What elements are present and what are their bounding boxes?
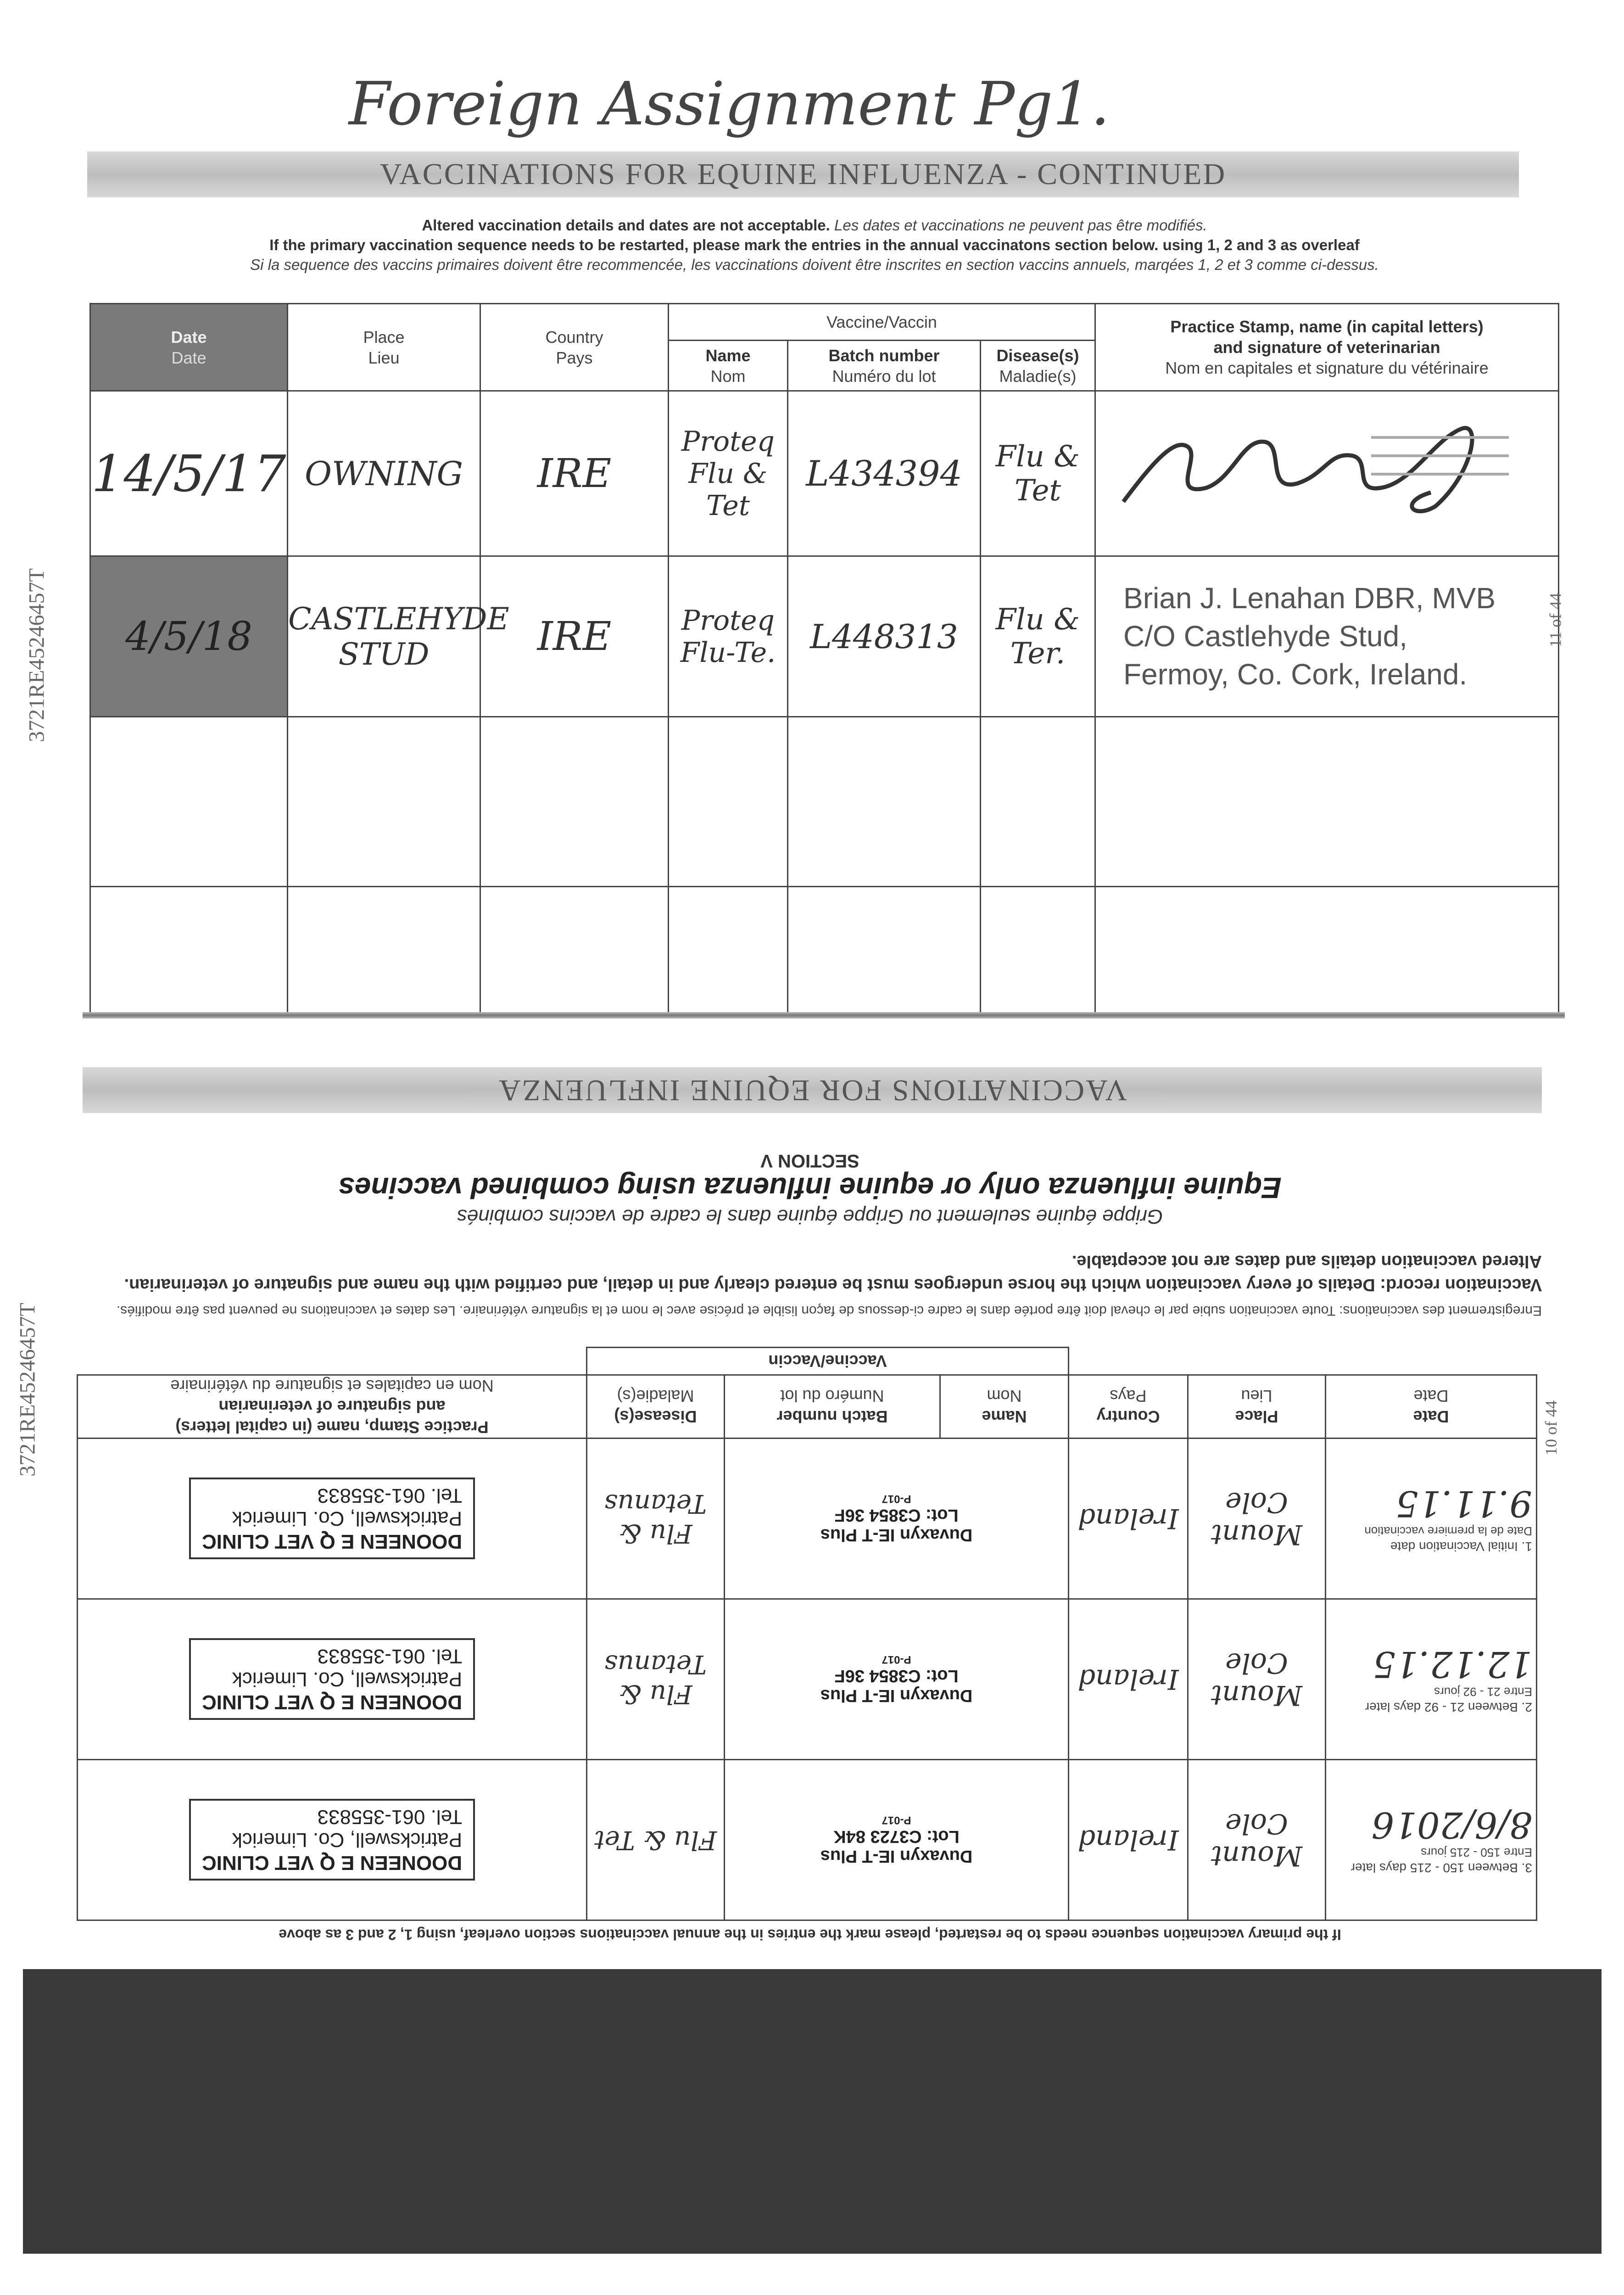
upper-header-place: Place Lieu xyxy=(288,304,480,391)
upper-row-2 xyxy=(90,556,1559,717)
upper-row-3 xyxy=(90,717,1559,887)
upper-notice-altered-fr: Les dates et vaccinations ne peuvent pas être modifiés. xyxy=(834,217,1207,234)
upper-row2-stamp xyxy=(1095,556,1559,717)
upper-row2-place: CASTLEHYDE STUD xyxy=(288,556,480,717)
clinic-stamp-2: DOONEEN E Q VET CLINIC Patrickswell, Co. Limerick Tel. 061-355833 xyxy=(189,1639,475,1720)
upper-header-country: Country Pays xyxy=(480,304,669,391)
vet-stamp-line-2: C/O Castlehyde Stud, xyxy=(1123,619,1407,653)
upper-row2-disease: Flu & Ter. xyxy=(981,556,1095,717)
upper-notice-line1 xyxy=(92,216,1537,235)
lower-record-text: Enregistrement des vaccinations: Toute vaccination subie par le cheval doit être portée dans le cadre ci-dessous de façon lisible et précise avec le nom et la signature vétérinaire. Les dates et vaccinations ne peuvent pas être modifiés. Vaccination record: Details of every vaccination which the horse undergoes must be entered clearly and in detail, and certified with the name and signature of veterinarian. Altered vaccination details and dates are not acceptable. xyxy=(116,1252,1542,1318)
upper-side-id: 3721RE45246457T xyxy=(24,568,49,742)
upper-notice-line3 xyxy=(92,255,1537,275)
upper-header-vaccine: Vaccine/Vaccin xyxy=(669,304,1095,341)
lower-vaccination-table xyxy=(77,1347,1537,1921)
lower-row-3: 3. Between 150 - 215 days later Entre 150 - 215 jours 8/6/2016 Mount Cole Ireland Duvaxyn IE-T Plus Lot: C3723 84K P-017 Flu & Tet DOONEEN E Q VET CLINIC Patrickswell, Co. Limerick Tel. 061-355833 xyxy=(77,1760,1536,1920)
upper-header-date: Date Date xyxy=(90,304,288,391)
clinic-stamp-3: DOONEEN E Q VET CLINIC Patrickswell, Co. Limerick Tel. 061-355833 xyxy=(189,1799,475,1881)
upper-row1-disease: Flu & Tet xyxy=(981,391,1095,556)
upper-row-1 xyxy=(90,391,1559,556)
upper-header-disease: Disease(s) Maladie(s) xyxy=(981,341,1095,391)
upper-header-batch: Batch number Numéro du lot xyxy=(788,341,981,391)
lower-side-id: 3721RE45246457T xyxy=(15,1303,40,1477)
vet-stamp-line-3: Fermoy, Co. Cork, Ireland. xyxy=(1123,658,1468,691)
upper-row1-name: Proteq Flu & Tet xyxy=(669,391,788,556)
upper-notice-line2 xyxy=(92,235,1537,255)
lower-vaccine-header-row: Vaccine/Vaccin xyxy=(77,1348,1536,1375)
lower-banner: VACCINATIONS FOR EQUINE INFLUENZA xyxy=(83,1067,1542,1113)
clinic-stamp-1: DOONEEN E Q VET CLINIC Patrickswell, Co. Limerick Tel. 061-355833 xyxy=(189,1478,475,1560)
upper-notice-altered: Altered vaccination details and dates are not acceptable. xyxy=(422,217,830,234)
upper-row2-date: 4/5/18 xyxy=(90,556,288,717)
upper-banner xyxy=(87,151,1519,197)
upper-row2-batch: L448313 xyxy=(788,556,981,717)
upper-notice-restart-fr: Si la sequence des vaccins primaires doivent être recommencée, les vaccinations doivent être inscrites en section vaccins annuels, marqées 1, 2 et 3 comme ci-dessus. xyxy=(250,256,1379,273)
upper-page-num: 11 of 44 xyxy=(1546,593,1565,648)
scan-dark-area xyxy=(23,1969,1602,2254)
upper-row2-name: Proteq Flu-Te. xyxy=(669,556,788,717)
upper-notice xyxy=(92,216,1537,275)
lower-page xyxy=(69,1017,1551,1944)
upper-row1-stamp xyxy=(1095,391,1559,556)
upper-banner-text: VACCINATIONS FOR EQUINE INFLUENZA - CONTINUED xyxy=(379,157,1227,191)
handwritten-title: Foreign Assignment Pg1. xyxy=(349,69,1110,139)
vet-stamp-line-1: Brian J. Lenahan DBR, MVB xyxy=(1123,581,1496,615)
upper-row-4 xyxy=(90,887,1559,1015)
vet-signature-icon xyxy=(1114,410,1527,529)
upper-vaccination-table xyxy=(89,303,1559,1016)
upper-row1-country: IRE xyxy=(480,391,669,556)
lower-row-2: 2. Between 21 - 92 days later Entre 21 - 92 jours 12.12.15 Mount Cole Ireland Duvaxyn IE-T Plus Lot: C3854 36F P-017 Flu & Tetanus DOONEEN E Q VET CLINIC Patrickswell, Co. Limerick Tel. 061-355833 xyxy=(77,1599,1536,1760)
lower-notice: If the primary vaccination sequence needs to be restarted, please mark the entries in the annual vaccinations section overleaf, using 1, 2 and 3 as above xyxy=(279,1926,1341,1943)
upper-row1-batch: L434394 xyxy=(788,391,981,556)
upper-header-name: Name Nom xyxy=(669,341,788,391)
lower-heading: Grippe équine seulement ou Grippe équine dans le cadre de vaccins combinés Equine influenza only or equine influenza using combined vaccines SECTION V xyxy=(338,1151,1282,1228)
lower-page-num: 10 of 44 xyxy=(1542,1400,1560,1455)
upper-notice-restart: If the primary vaccination sequence needs to be restarted, please mark the entries in the annual vaccinatons section below. using 1, 2 and 3 as overleaf xyxy=(269,236,1360,253)
upper-row2-country: IRE xyxy=(480,556,669,717)
lower-header-row: Date Date Place Lieu Country Pays Name Nom Batch number Numéro du lot Disease(s) Maladie(s) Practice Stamp, name (in capital letters) and signature of veterinarian Nom en capitales et signature du vétérinaire xyxy=(77,1375,1536,1439)
upper-header-stamp: Practice Stamp, name (in capital letters) and signature of veterinarian Nom en capitales et signature du vétérinaire xyxy=(1095,304,1559,391)
upper-row1-date: 14/5/17 xyxy=(90,391,288,556)
upper-row1-place: OWNING xyxy=(288,391,480,556)
lower-row-1: 1. Initial Vaccination date Date de la premiere vaccination 9.11.15 Mount Cole Ireland Duvaxyn IE-T Plus Lot: C3854 36F P-017 Flu & Tetanus DOONEEN E Q VET CLINIC Patrickswell, Co. Limerick Tel. 061-355833 xyxy=(77,1439,1536,1599)
